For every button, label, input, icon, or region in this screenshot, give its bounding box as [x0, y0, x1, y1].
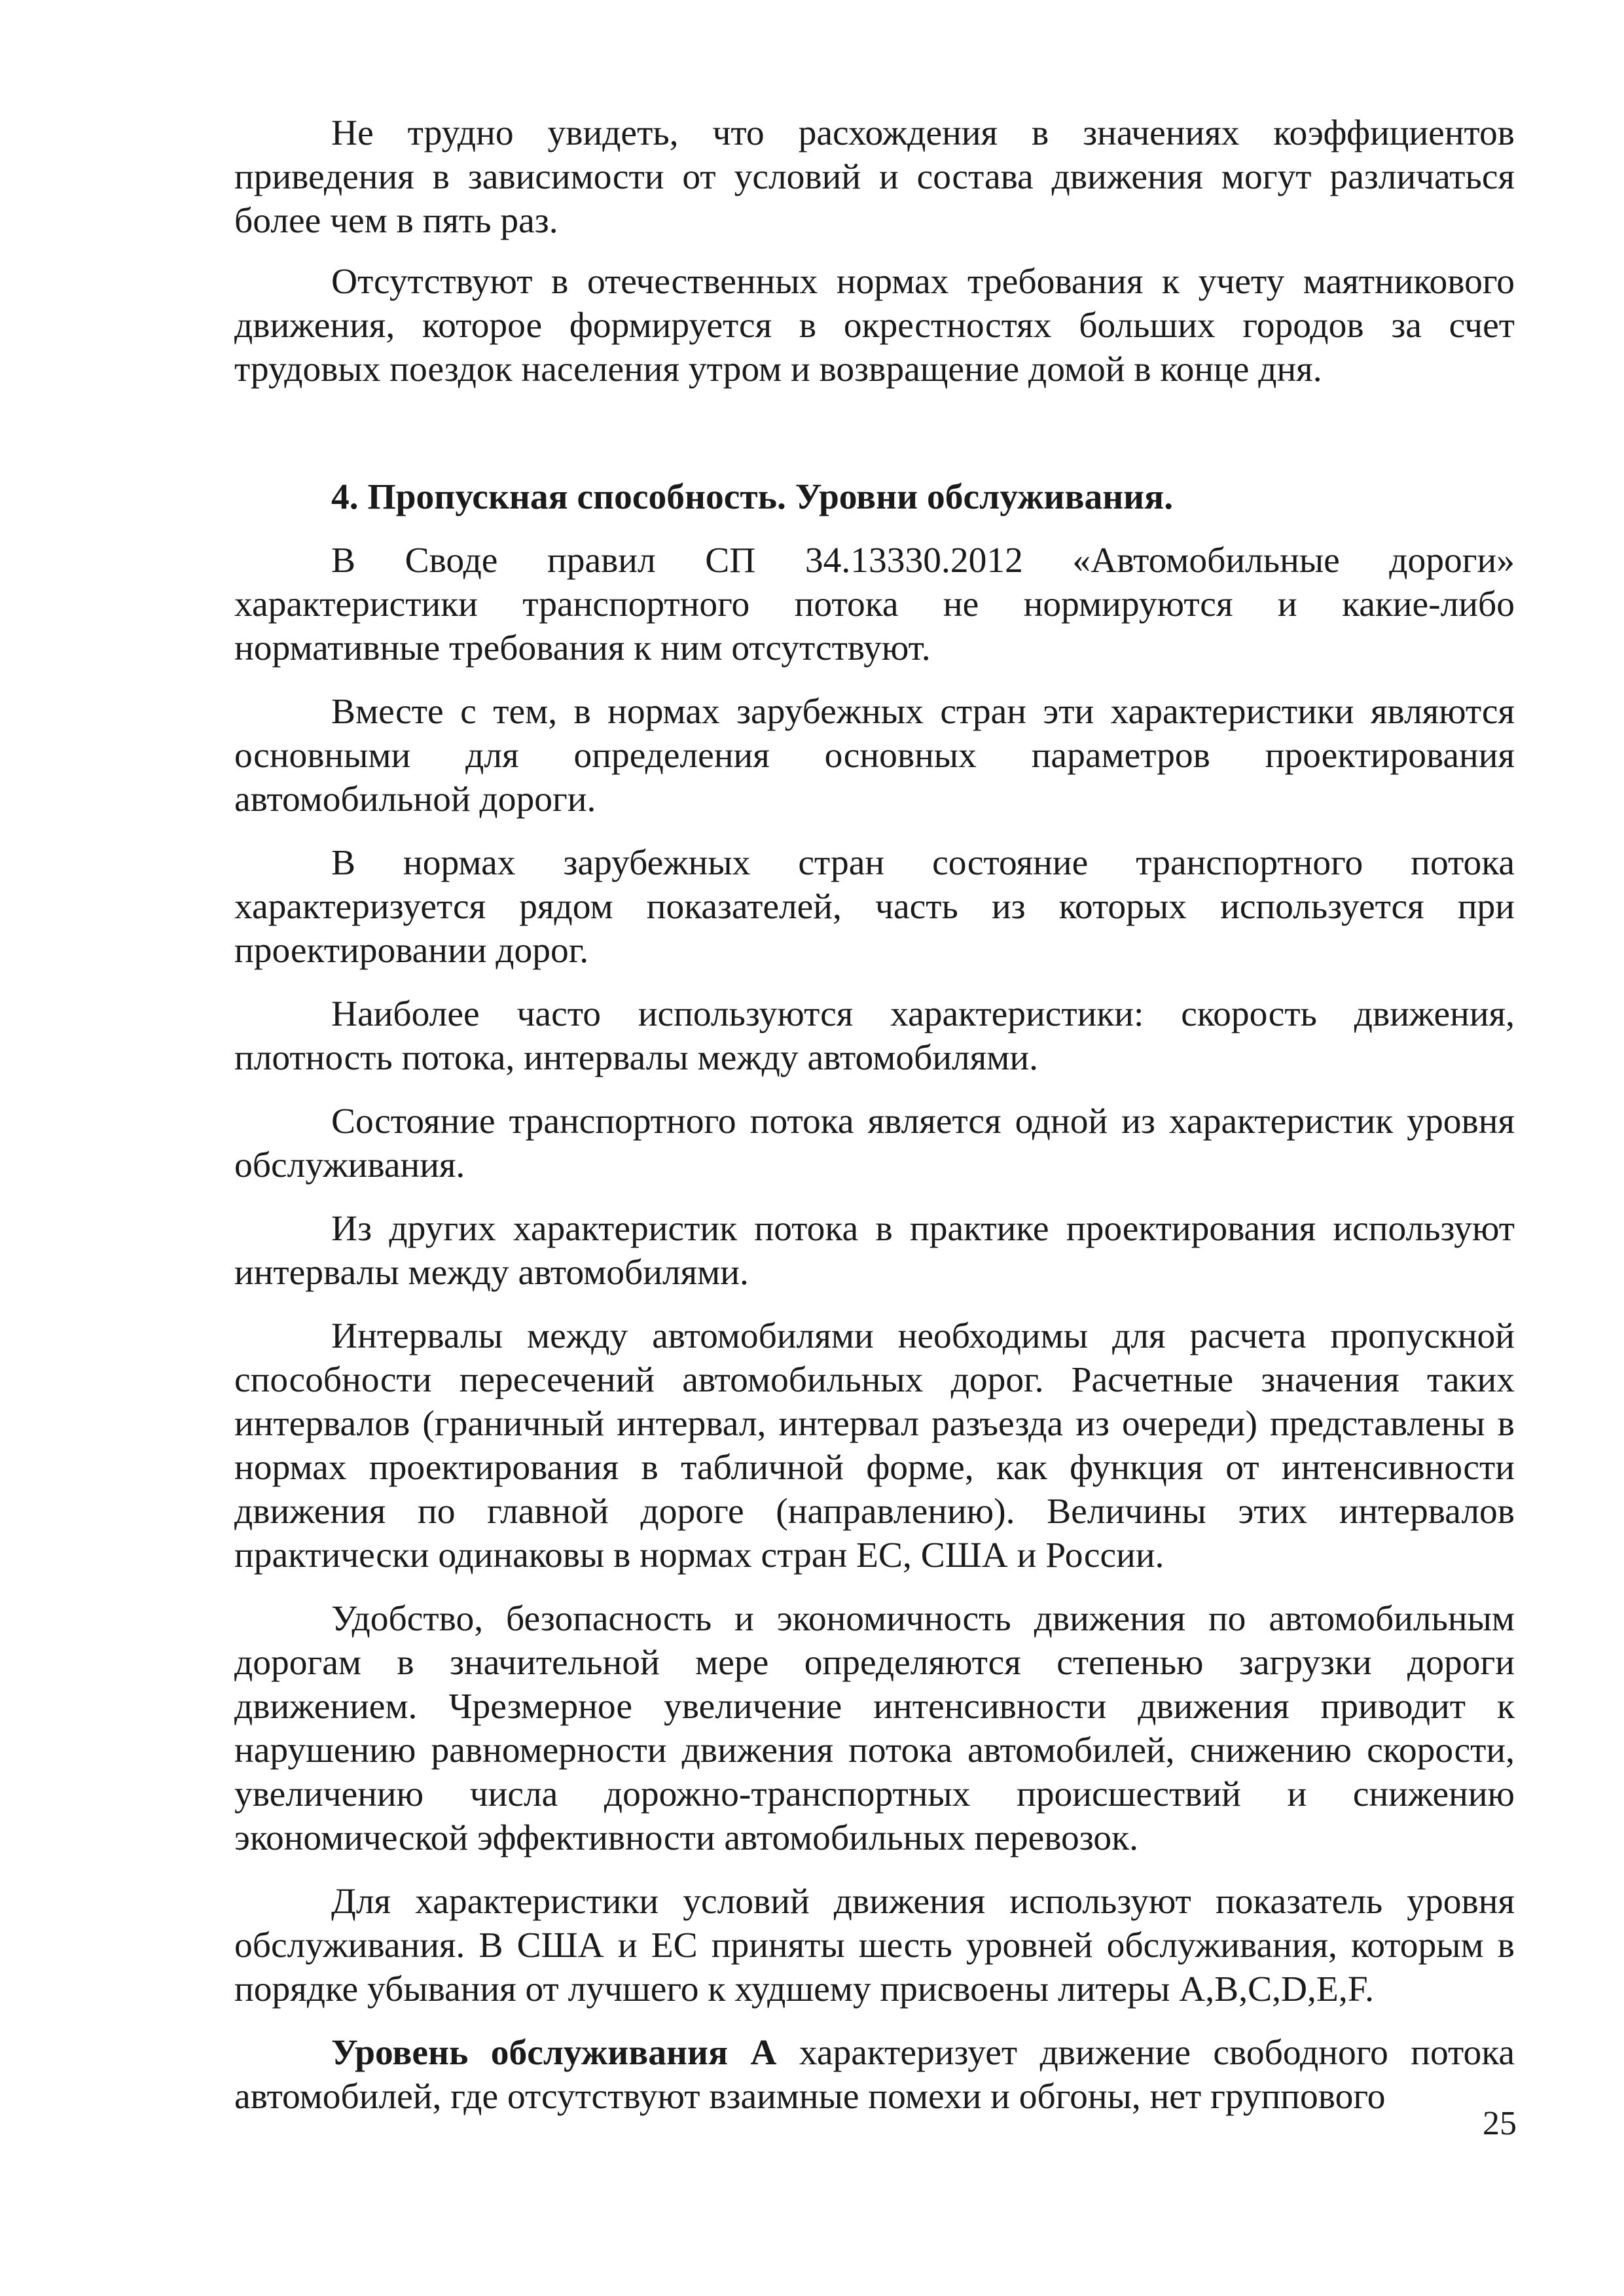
- body-paragraph: Для характеристики условий движения используют показатель уровня обслуживания. В США и ЕС приняты шесть уровней обслуживания, которым в порядке убывания от лучшего к худшему присвоены литеры A,B,C,D,E,F.: [234, 1882, 1515, 2009]
- body-paragraph: Отсутствуют в отечественных нормах требования к учету маятникового движения, которое формируется в окрестностях больших городов за счет трудовых поездок населения утром и возвращение домой в конце дня.: [234, 262, 1515, 389]
- body-paragraph: В нормах зарубежных стран состояние транспортного потока характеризуется рядом показателей, часть из которых используется при проектировании дорог.: [234, 843, 1515, 971]
- section-heading: 4. Пропускная способность. Уровни обслуживания.: [331, 477, 1174, 517]
- body-paragraph: Не трудно увидеть, что расхождения в значениях коэффициентов приведения в зависимости от условий и состава движения могут различаться более чем в пять раз.: [234, 113, 1515, 241]
- body-paragraph: Удобство, безопасность и экономичность движения по автомобильным дорогам в значительной мере определяются степенью загрузки дороги движением. Чрезмерное увеличение интенсивности движения приводит к нарушению равномерности движения потока автомобилей, снижению скорости, увеличению числа дорожно-транспортных происшествий и снижению экономической эффективности автомобильных перевозок.: [234, 1599, 1515, 1858]
- body-paragraph: В Своде правил СП 34.13330.2012 «Автомобильные дороги» характеристики транспортного потока не нормируются и какие-либо нормативные требования к ним отсутствуют.: [234, 541, 1515, 668]
- document-page: [234, 111, 1515, 2119]
- body-paragraph: Из других характеристик потока в практике проектирования используют интервалы между автомобилями.: [234, 1209, 1515, 1293]
- body-paragraph: Интервалы между автомобилями необходимы для расчета пропускной способности пересечений автомобильных дорог. Расчетные значения таких интервалов (граничный интервал, интервал разъезда из очереди) представлены в нормах проектирования в табличной форме, как функция от интенсивности движения по главной дороге (направлению). Величины этих интервалов практически одинаковы в нормах стран ЕС, США и России.: [234, 1316, 1515, 1575]
- level-a-text: характеризует движение свободного потока автомобилей, где отсутствуют взаимные помехи и обгоны, нет группового: [234, 2033, 1515, 2117]
- body-paragraph: Вместе с тем, в нормах зарубежных стран эти характеристики являются основными для определения основных параметров проектирования автомобильной дороги.: [234, 692, 1515, 819]
- page-number: 25: [1483, 2105, 1517, 2142]
- body-paragraph: Наиболее часто используются характеристики: скорость движения, плотность потока, интервалы между автомобилями.: [234, 994, 1515, 1078]
- body-paragraph: Состояние транспортного потока является одной из характеристик уровня обслуживания.: [234, 1102, 1515, 1185]
- level-a-bold-lead: Уровень обслуживания А: [331, 2033, 777, 2073]
- body-paragraph-level-a: [234, 2031, 1515, 2119]
